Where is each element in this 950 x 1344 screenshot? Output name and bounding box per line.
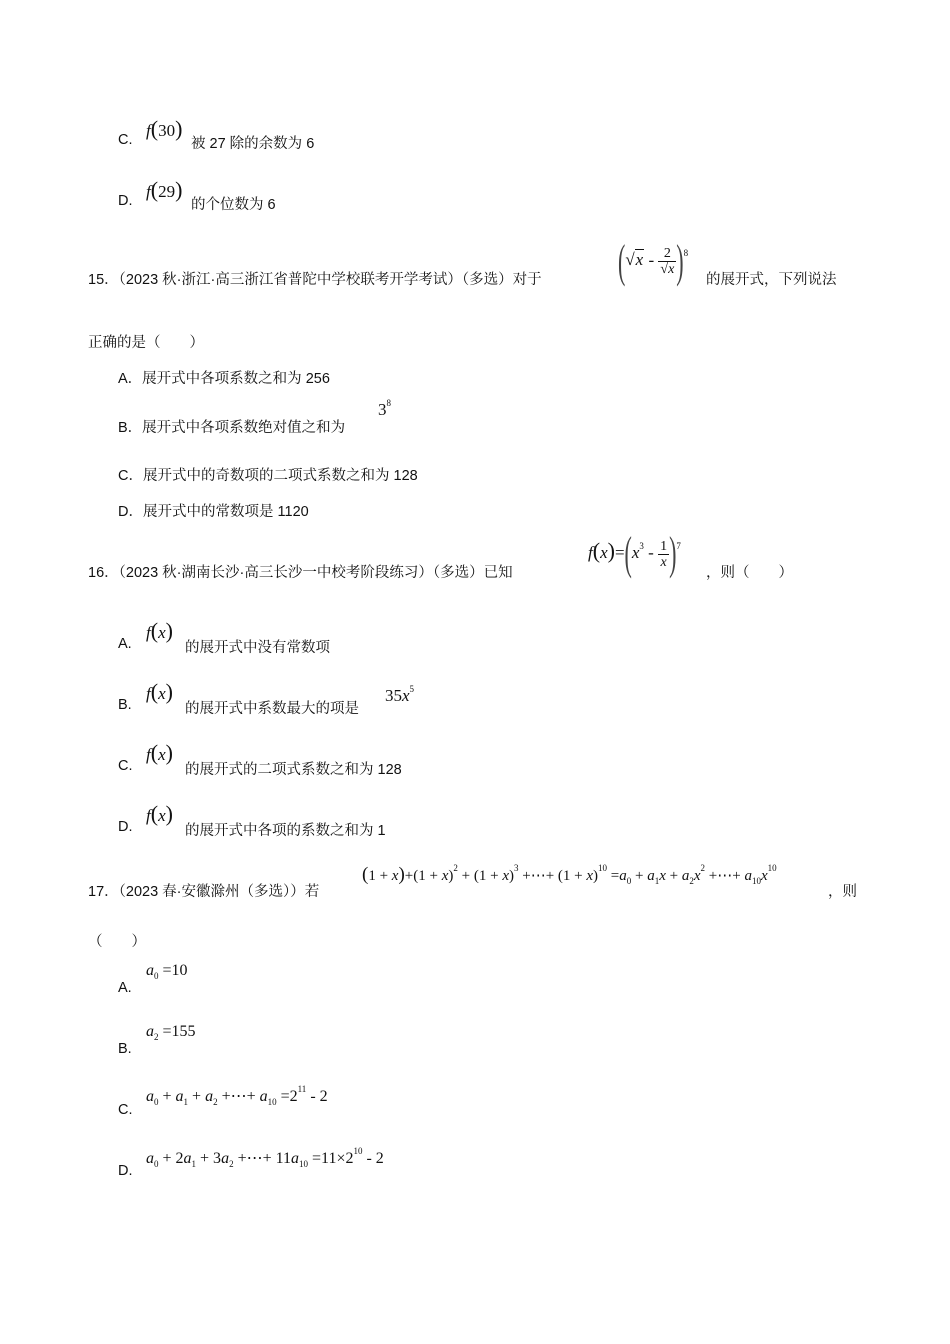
q17-option-d: D.	[118, 1163, 133, 1179]
q14-option-c-formula: f(30)	[146, 116, 183, 141]
q17-option-a: A.	[118, 980, 132, 996]
q16-option-a-text: 的展开式中没有常数项	[185, 640, 330, 656]
q14-option-d-text: 的个位数为 6	[191, 197, 276, 213]
q15-option-c: C．展开式中的奇数项的二项式系数之和为 128	[118, 468, 418, 484]
q16-option-c-formula: f(x)	[146, 740, 173, 765]
q17-option-d-formula: $a_0 + 2a_1 + 3a_2$ +⋯+ $11a_{10} =11\times 2^{10} - 2$	[146, 1146, 384, 1169]
q17-source: （2023 春·安徽滁州（多选））若	[118, 884, 320, 900]
q16-option-b-formula: f(x)	[146, 679, 173, 704]
q16-option-d-formula: f(x)	[146, 801, 173, 826]
q17-option-c-formula: $a_0 + a_1 + a_2$ +⋯+ $a_{10} =2^{11} - 2$	[146, 1084, 328, 1107]
q14-option-d: D.	[118, 193, 133, 209]
q16-header	[88, 561, 513, 582]
q15-option-b-formula: $3^8$	[378, 398, 391, 419]
q15-option-d: D．展开式中的常数项是 1120	[118, 504, 309, 520]
q16-option-c-text: 的展开式的二项式系数之和为 128	[185, 762, 402, 778]
q15-formula: (√x - $\frac{2}{√x}$ )$^8$	[618, 234, 689, 287]
q17-line2: （ ）	[88, 934, 146, 950]
q16-option-a: A.	[118, 636, 132, 652]
q15-option-b: B．展开式中各项系数绝对值之和为	[118, 420, 346, 436]
q17-formula: $(1 + x)+(1 + x)^2 + (1 + x)^3$ +⋯+ $(1 + x)^{10} =a_0 + a_1x + a_2x^2$ +⋯+ $a_{10}x^{10}$	[362, 863, 777, 886]
q16-option-d-text: 的展开式中各项的系数之和为 1	[185, 823, 386, 839]
q14-option-c-text: 被 27 除的余数为 6	[191, 136, 315, 152]
q17-option-b: B.	[118, 1041, 132, 1057]
q15-line2: 正确的是（ ）	[88, 335, 204, 351]
q15-option-a: A．展开式中各项系数之和为 256	[118, 371, 330, 387]
q17-option-a-formula: $a_0 =10$	[146, 962, 188, 981]
q16-option-d: D.	[118, 819, 133, 835]
q15-header	[88, 268, 542, 289]
q16-option-a-formula: f(x)	[146, 618, 173, 643]
q17-number: 17．	[88, 884, 119, 900]
q15-source: （2023 秋·浙江·高三浙江省普陀中学校联考开学考试）（多选）对于	[118, 272, 542, 288]
q16-option-b-text: 的展开式中系数最大的项是	[185, 701, 359, 717]
q15-tail: 的展开式，下列说法	[706, 272, 837, 288]
q14-option-d-formula: f(29)	[146, 177, 183, 202]
q16-number: 16．	[88, 565, 119, 581]
q14-option-c: C.	[118, 132, 133, 148]
q16-formula: $f(x)=(x^3$ - $\frac{1}{x}$ )$^7$	[588, 526, 681, 580]
q16-source: （2023 秋·湖南长沙·高三长沙一中校考阶段练习）（多选）已知	[118, 565, 513, 581]
q16-tail: ，则（ ）	[706, 565, 793, 581]
q17-option-b-formula: $a_2 =155$	[146, 1023, 196, 1042]
q17-tail: ，则	[828, 884, 857, 900]
q17-header	[88, 880, 319, 901]
q15-number: 15．	[88, 272, 119, 288]
q16-option-c: C.	[118, 758, 133, 774]
q16-option-b-formula2: $35x^5$	[385, 684, 415, 705]
q16-option-b: B.	[118, 697, 132, 713]
q17-option-c: C.	[118, 1102, 133, 1118]
